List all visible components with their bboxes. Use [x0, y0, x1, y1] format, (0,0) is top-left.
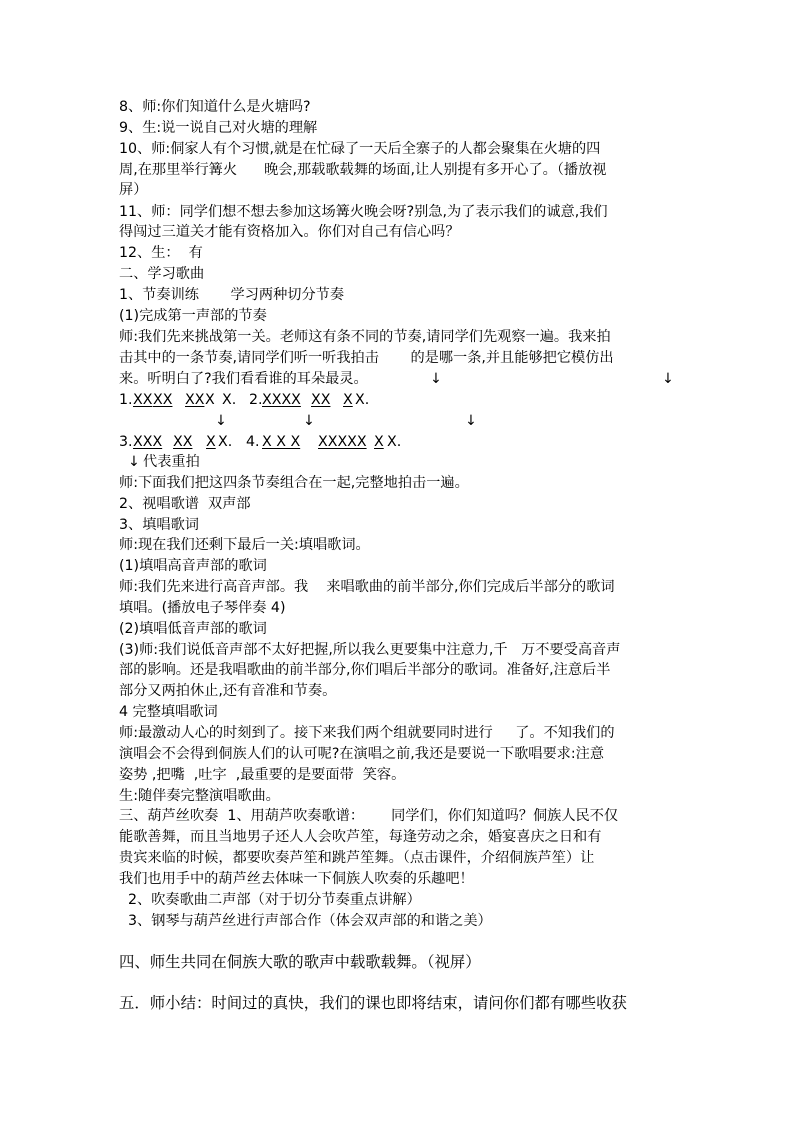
rhythm-note: X — [206, 434, 216, 450]
rhythm-note: XXXXX — [318, 434, 367, 450]
text-line: 8、师:你们知道什么是火塘吗? — [119, 99, 311, 115]
rhythm-note: XX — [173, 434, 193, 450]
down-arrow-icon: ↓ — [128, 454, 140, 470]
text-line: 演唱会不会得到侗族人们的认可呢?在演唱之前,我还是要说一下歌唱要求:注意 — [119, 746, 605, 762]
text-line: 得闯过三道关才能有资格加入。你们对自己有信心吗？ — [119, 224, 460, 240]
text-line: 10、师:侗家人有个习惯,就是在忙碌了一天后全寨子的人都会聚集在火塘的四 — [119, 141, 601, 157]
text-line: 师:我们先来进行高音声部。我 来唱歌曲的前半部分,你们完成后半部分的歌词 — [119, 579, 615, 595]
text-line: 师:现在我们还剩下最后一关:填唱歌词。 — [119, 537, 370, 553]
text-line: (1)填唱高音声部的歌词 — [119, 558, 267, 574]
down-arrow-icon: ↓ — [662, 371, 674, 387]
down-arrow-icon: ↓ — [215, 413, 227, 429]
text-line: 姿势 ,把嘴 ,吐字 ,最重要的是要面带 笑容。 — [119, 767, 406, 783]
text-line: 能歌善舞，而且当地男子还人人会吹芦笙，每逢劳动之余，婚宴喜庆之日和有 — [119, 829, 602, 845]
section-heading: 二、学习歌曲 — [119, 266, 205, 282]
accent-legend: 代表重拍 — [143, 454, 200, 470]
down-arrow-icon: ↓ — [465, 413, 477, 429]
text-line: 4 完整填唱歌词 — [119, 704, 218, 720]
rhythm-note: XX — [133, 392, 153, 408]
text-line: 师:最激动人心的时刻到了。接下来我们两个组就要同时进行 了。不知我们的 — [119, 725, 615, 741]
rhythm-note: XX — [311, 392, 331, 408]
down-arrow-icon: ↓ — [430, 371, 442, 387]
rhythm-note: XXXX — [262, 392, 301, 408]
rhythm-number: 2. — [249, 392, 263, 408]
section-heading: 五．师小结：时间过的真快，我们的课也即将结束，请问你们都有哪些收获 — [119, 994, 627, 1012]
down-arrow-icon: ↓ — [303, 413, 315, 429]
rhythm-note: XXX — [133, 434, 163, 450]
rhythm-note: X. — [355, 392, 370, 408]
text-line: 12、生： 有 — [119, 245, 203, 261]
rhythm-note: X X X — [262, 434, 301, 450]
text-line: (1)完成第一声部的节奏 — [119, 308, 267, 324]
text-line: 填唱。(播放电子琴伴奏 4) — [119, 600, 286, 616]
section-heading: 四、师生共同在侗族大歌的歌声中载歌载舞。（视屏） — [119, 953, 481, 971]
text-line: 屏） — [119, 182, 148, 198]
rhythm-note: X. — [222, 392, 237, 408]
text-line: 部的影响。还是我唱歌曲的前半部分,你们唱后半部分的歌词。准备好,注意后半 — [119, 662, 611, 678]
text-line: 贵宾来临的时候，都要吹奏芦笙和跳芦笙舞。（点击课件，介绍侗族芦笙）让 — [119, 850, 595, 866]
rhythm-note: XX — [153, 392, 173, 408]
rhythm-note: X — [374, 434, 384, 450]
text-line: 9、生:说一说自己对火塘的理解 — [119, 120, 318, 136]
text-line: (3)师:我们说低音声部不太好把握,所以我么更要集中注意力,千 万不要受高音声 — [119, 642, 621, 658]
section-heading: 三、葫芦丝吹奏 1、用葫芦吹奏歌谱： 同学们，你们知道吗？侗族人民不仅 — [119, 808, 619, 824]
text-line: 3、填唱歌词 — [119, 517, 199, 533]
rhythm-number: 1. — [119, 392, 133, 408]
text-line: 2、视唱歌谱 双声部 — [119, 496, 251, 512]
rhythm-note: X. — [387, 434, 402, 450]
text-line: 我们也用手中的葫芦丝去体味一下侗族人吹奏的乐趣吧！ — [119, 871, 474, 887]
text-line: 师:我们先来挑战第一关。老师这有条不同的节奏,请同学们先观察一遍。我来拍 — [119, 329, 611, 345]
rhythm-note: X. — [218, 434, 233, 450]
text-line: 2、吹奏歌曲二声部（对于切分节奏重点讲解） — [119, 892, 421, 908]
text-line: 来。听明白了?我们看看谁的耳朵最灵。 — [119, 371, 368, 387]
text-line: 击其中的一条节奏,请同学们听一听我拍击 的是哪一条,并且能够把它模仿出 — [119, 350, 614, 366]
rhythm-number: 3. — [119, 434, 133, 450]
text-line: 生:随伴奏完整演唱歌曲。 — [119, 788, 280, 804]
text-line: 1、节奏训练 学习两种切分节奏 — [119, 287, 345, 303]
rhythm-note: XX — [185, 392, 205, 408]
text-line: 11、师：同学们想不想去参加这场篝火晚会呀?别急,为了表示我们的诚意,我们 — [119, 204, 608, 220]
text-line: 周,在那里举行篝火 晚会,那载歌载舞的场面,让人别提有多开心了。（播放视 — [119, 162, 607, 178]
text-line: (2)填唱低音声部的歌词 — [119, 621, 267, 637]
rhythm-note: X — [205, 392, 215, 408]
rhythm-number: 4. — [246, 434, 260, 450]
text-line: 部分又两拍休止,还有音准和节奏。 — [119, 683, 337, 699]
text-line: 师:下面我们把这四条节奏组合在一起,完整地拍击一遍。 — [119, 475, 469, 491]
rhythm-note: X — [343, 392, 353, 408]
text-line: 3、钢琴与葫芦丝进行声部合作（体会双声部的和谐之美） — [119, 913, 492, 929]
